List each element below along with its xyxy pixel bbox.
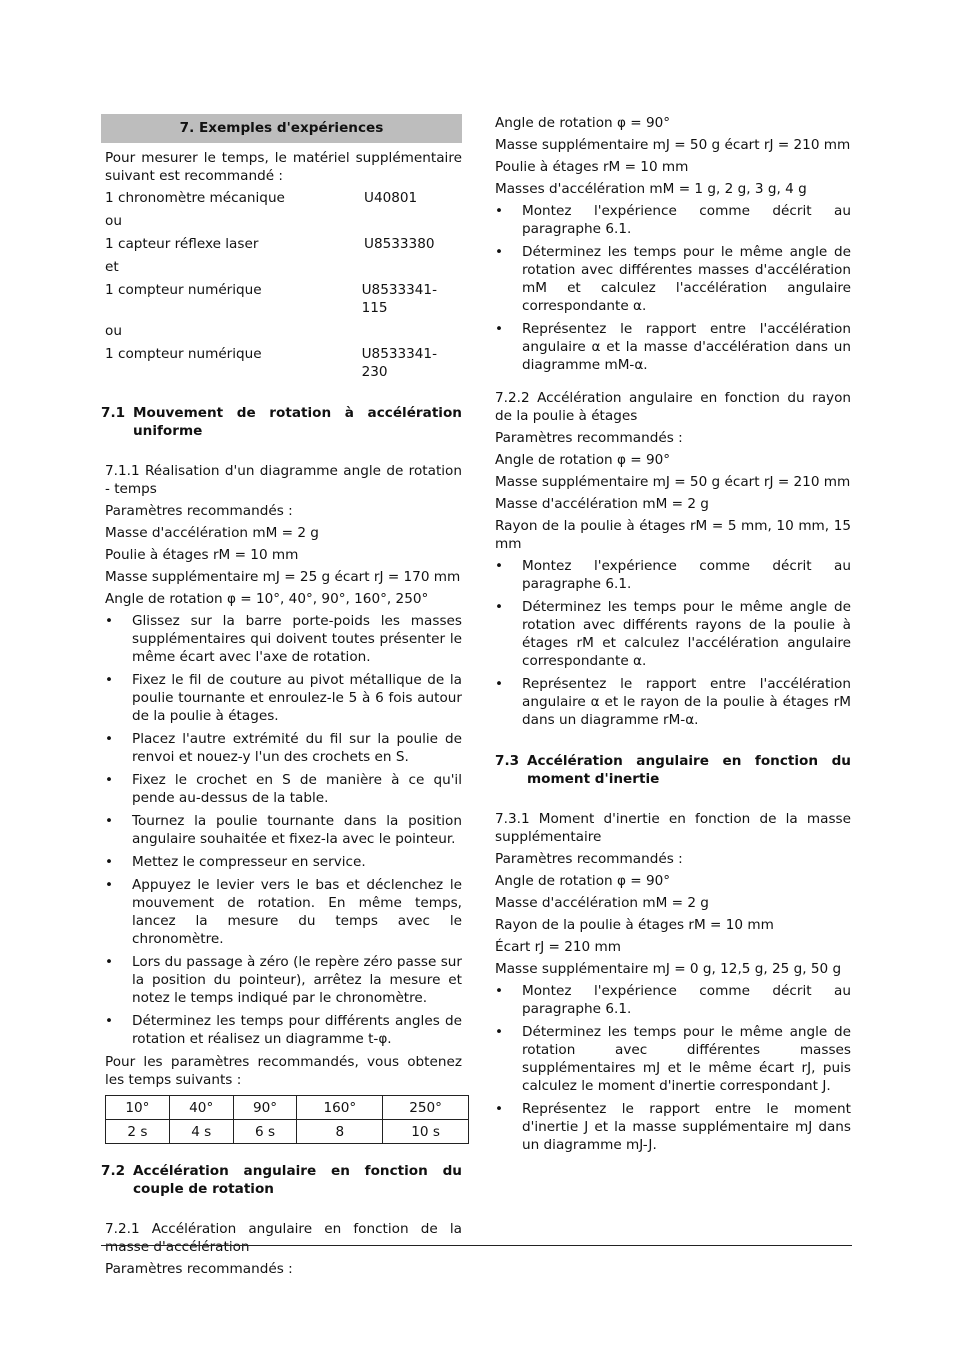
list-item	[105, 612, 462, 666]
table-cell-time: 8	[297, 1120, 383, 1144]
parameter-line: Masse supplémentaire mJ = 0 g, 12,5 g, 25 g, 50 g	[495, 961, 842, 977]
right-column	[495, 114, 851, 1159]
table-cell-angle: 40°	[169, 1096, 233, 1120]
list-item-text: Montez l'expérience comme décrit au paragraphe 6.1.	[522, 983, 851, 1017]
parameter-line: Masses d'accélération mM = 1 g, 2 g, 3 g, 4 g	[495, 181, 807, 197]
heading-number: 7.3	[495, 753, 520, 769]
equipment-code: U8533380	[364, 236, 435, 252]
heading-7-3	[495, 752, 851, 788]
parameter-line: Angle de rotation φ = 90°	[495, 452, 671, 468]
intro-paragraph: Pour mesurer le temps, le matériel supplémentaire suivant est recommandé :	[105, 150, 462, 184]
table-cell-angle: 10°	[106, 1096, 170, 1120]
list-item	[495, 320, 851, 374]
list-item	[105, 771, 462, 807]
list-item-text: Déterminez les temps pour le même angle de rotation avec différentes masses supplémentaires mJ et le même écart rJ, puis calculez le moment d'inertie correspondant J.	[522, 1024, 851, 1094]
times-table	[105, 1095, 469, 1144]
bullet-icon: •	[105, 772, 114, 788]
list-item-text: Glissez sur la barre porte-poids les masses supplémentaires qui doivent toutes présenter le même écart avec l'axe de rotation.	[132, 613, 462, 665]
list-item	[105, 953, 462, 1007]
table-cell-time: 6 s	[233, 1120, 297, 1144]
params-label: Paramètres recommandés :	[105, 1261, 293, 1277]
table-cell-angle: 90°	[233, 1096, 297, 1120]
bullet-icon: •	[105, 1013, 114, 1029]
parameter-line: Angle de rotation φ = 90°	[495, 115, 671, 131]
equipment-list	[101, 189, 462, 381]
equipment-item	[101, 189, 462, 207]
list-item-text: Montez l'expérience comme décrit au paragraphe 6.1.	[522, 558, 851, 592]
list-item	[105, 876, 462, 948]
parameter-line: Rayon de la poulie à étages rM = 10 mm	[495, 917, 774, 933]
list-item	[105, 730, 462, 766]
steps-list	[495, 557, 851, 729]
steps-list	[101, 612, 462, 1048]
list-item	[105, 812, 462, 848]
list-item	[495, 1100, 851, 1154]
params-list	[495, 872, 851, 978]
bullet-icon: •	[495, 321, 504, 337]
parameter-line: Masse d'accélération mM = 2 g	[495, 895, 709, 911]
params-label: Paramètres recommandés :	[495, 851, 683, 867]
equipment-item	[101, 281, 462, 317]
parameter-line: Masse supplémentaire mJ = 50 g écart rJ = 210 mm	[495, 137, 851, 153]
bullet-icon: •	[105, 954, 114, 970]
heading-number: 7.2	[101, 1163, 126, 1179]
parameter-line: Rayon de la poulie à étages rM = 5 mm, 10 mm, 15 mm	[495, 518, 851, 552]
subheading-7-1-1: 7.1.1 Réalisation d'un diagramme angle de rotation - temps	[105, 463, 462, 497]
equipment-code: U8533341-115	[361, 282, 437, 316]
list-item	[495, 202, 851, 238]
list-item	[495, 982, 851, 1018]
heading-text: Mouvement de rotation à accélération uniforme	[133, 405, 462, 439]
parameter-line: Masse supplémentaire mJ = 25 g écart rJ = 170 mm	[105, 569, 461, 585]
list-item-text: Placez l'autre extrémité du fil sur la poulie de renvoi et nouez-y l'un des crochets en S.	[132, 731, 462, 765]
list-item	[105, 671, 462, 725]
list-item	[105, 1012, 462, 1048]
bullet-icon: •	[495, 1101, 504, 1117]
equipment-item	[101, 345, 462, 381]
result-paragraph: Pour les paramètres recommandés, vous obtenez les temps suivants :	[105, 1054, 462, 1088]
params-label: Paramètres recommandés :	[495, 430, 683, 446]
bullet-icon: •	[105, 613, 114, 629]
parameter-line: Angle de rotation φ = 90°	[495, 873, 671, 889]
list-item-text: Fixez le fil de couture au pivot métallique de la poulie tournante et enroulez-le 5 à 6 fois autour de la poulie à étages.	[132, 672, 462, 724]
list-item	[495, 557, 851, 593]
equipment-code: U8533341-230	[361, 346, 437, 380]
list-item-text: Lors du passage à zéro (le repère zéro passe sur la position du pointeur), arrêtez la mesure et notez le temps indiqué par le chronomètre.	[132, 954, 462, 1006]
list-item-text: Mettez le compresseur en service.	[132, 854, 366, 870]
table-cell-angle: 160°	[297, 1096, 383, 1120]
heading-text: Accélération angulaire en fonction du moment d'inertie	[527, 753, 851, 787]
left-column	[101, 114, 462, 1282]
heading-text: Accélération angulaire en fonction du couple de rotation	[133, 1163, 462, 1197]
parameter-line: Écart rJ = 210 mm	[495, 939, 622, 955]
table-row	[106, 1096, 469, 1120]
table-cell-time: 4 s	[169, 1120, 233, 1144]
equipment-code: U40801	[364, 190, 418, 206]
params-list	[495, 451, 851, 553]
params-list	[495, 114, 851, 198]
parameter-line: Masse d'accélération mM = 2 g	[495, 496, 709, 512]
table-cell-angle: 250°	[383, 1096, 469, 1120]
section-heading: 7. Exemples d'expériences	[101, 114, 462, 143]
parameter-line: Masse supplémentaire mJ = 50 g écart rJ = 210 mm	[495, 474, 851, 490]
bullet-icon: •	[495, 558, 504, 574]
bullet-icon: •	[495, 676, 504, 692]
list-item-text: Déterminez les temps pour le même angle de rotation avec différents rayons de la poulie à étages rM et calculez l'accélération angulaire correspondante α.	[522, 599, 851, 669]
bullet-icon: •	[495, 983, 504, 999]
list-item-text: Tournez la poulie tournante dans la position angulaire souhaitée et fixez-la avec le pointeur.	[132, 813, 462, 847]
footer-rule	[101, 1245, 852, 1246]
parameter-line: Poulie à étages rM = 10 mm	[105, 547, 299, 563]
bullet-icon: •	[495, 599, 504, 615]
table-cell-time: 2 s	[106, 1120, 170, 1144]
bullet-icon: •	[105, 877, 114, 893]
subheading-7-2-1: 7.2.1 Accélération angulaire en fonction de la masse d'accélération	[105, 1221, 462, 1255]
params-label: Paramètres recommandés :	[105, 503, 293, 519]
table-cell-time: 10 s	[383, 1120, 469, 1144]
params-list	[101, 524, 462, 608]
equipment-name: 1 compteur numérique	[105, 282, 262, 298]
subheading-7-3-1: 7.3.1 Moment d'inertie en fonction de la masse supplémentaire	[495, 811, 851, 845]
bullet-icon: •	[495, 203, 504, 219]
list-item-text: Représentez le rapport entre l'accélération angulaire α et la masse d'accélération dans un diagramme mM-α.	[522, 321, 851, 373]
list-item-text: Appuyez le levier vers le bas et déclenchez le mouvement de rotation. En même temps, lancez la mesure du temps avec le chronomètre.	[132, 877, 462, 947]
heading-number: 7.1	[101, 405, 126, 421]
list-item-text: Représentez le rapport entre le moment d'inertie J et la masse supplémentaire mJ dans un diagramme mJ-J.	[522, 1101, 851, 1153]
list-item-text: Montez l'expérience comme décrit au paragraphe 6.1.	[522, 203, 851, 237]
parameter-line: Angle de rotation φ = 10°, 40°, 90°, 160°, 250°	[105, 591, 429, 607]
conjunction: et	[105, 259, 119, 275]
parameter-line: Poulie à étages rM = 10 mm	[495, 159, 689, 175]
steps-list	[495, 982, 851, 1154]
bullet-icon: •	[105, 813, 114, 829]
list-item	[495, 675, 851, 729]
equipment-name: 1 capteur réflexe laser	[105, 236, 259, 252]
subheading-7-2-2: 7.2.2 Accélération angulaire en fonction du rayon de la poulie à étages	[495, 390, 851, 424]
conjunction: ou	[105, 213, 122, 229]
conjunction: ou	[105, 323, 122, 339]
bullet-icon: •	[495, 244, 504, 260]
bullet-icon: •	[495, 1024, 504, 1040]
list-item-text: Déterminez les temps pour différents angles de rotation et réalisez un diagramme t-φ.	[132, 1013, 462, 1047]
list-item	[495, 1023, 851, 1095]
heading-7-2	[101, 1162, 462, 1198]
steps-list	[495, 202, 851, 374]
equipment-item	[101, 235, 462, 253]
equipment-name: 1 compteur numérique	[105, 346, 262, 362]
list-item	[105, 853, 462, 871]
list-item-text: Fixez le crochet en S de manière à ce qu'il pende au-dessus de la table.	[132, 772, 462, 806]
table-row	[106, 1120, 469, 1144]
bullet-icon: •	[105, 854, 114, 870]
bullet-icon: •	[105, 672, 114, 688]
equipment-name: 1 chronomètre mécanique	[105, 190, 285, 206]
bullet-icon: •	[105, 731, 114, 747]
list-item-text: Représentez le rapport entre l'accélération angulaire α et le rayon de la poulie à étages rM dans un diagramme rM-α.	[522, 676, 851, 728]
list-item-text: Déterminez les temps pour le même angle de rotation avec différentes masses d'accélération mM et calculez l'accélération angulaire correspondante α.	[522, 244, 851, 314]
parameter-line: Masse d'accélération mM = 2 g	[105, 525, 319, 541]
list-item	[495, 243, 851, 315]
list-item	[495, 598, 851, 670]
heading-7-1	[101, 404, 462, 440]
